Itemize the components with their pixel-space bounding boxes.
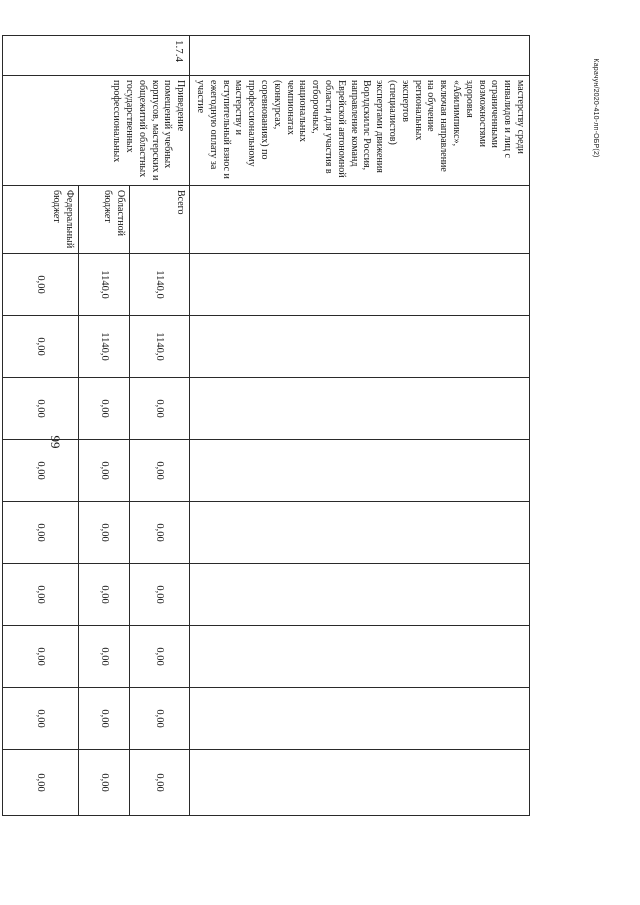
value-cell: 0,00 (3, 316, 79, 378)
value-cell: 0,00 (130, 378, 190, 440)
value-cell: 0,00 (79, 688, 130, 750)
value-cell: 0,00 (79, 750, 130, 816)
value-cell: 0,00 (3, 688, 79, 750)
value-cell: 0,00 (130, 626, 190, 688)
value-cell: 0,00 (3, 564, 79, 626)
value-cell: 0,00 (3, 626, 79, 688)
value-cell: 0,00 (79, 564, 130, 626)
page-number: 99 (48, 435, 63, 449)
value-cell (190, 440, 530, 502)
value-cell: 1140,0 (130, 316, 190, 378)
value-cell: 0,00 (79, 378, 130, 440)
document-reference: Карачун/2020-410-лп-ОБР(2) (592, 58, 599, 158)
value-cell: 0,00 (130, 750, 190, 816)
value-cell: 0,00 (130, 688, 190, 750)
value-cell: 0,00 (3, 502, 79, 564)
funding-source (190, 186, 530, 254)
row-number (190, 36, 530, 76)
value-cell: 0,00 (3, 254, 79, 316)
value-cell: 0,00 (130, 564, 190, 626)
event-name: Приведение помещений учебных корпусов, мастерских и общежитий областных государственных профессиональных (3, 76, 190, 186)
value-cell: 1140,0 (130, 254, 190, 316)
value-cell: 0,00 (79, 502, 130, 564)
funding-source: Федеральный бюджет (3, 186, 79, 254)
value-cell: 0,00 (3, 750, 79, 816)
value-cell: 1140,0 (79, 254, 130, 316)
value-cell (190, 750, 530, 816)
value-cell: 0,00 (3, 440, 79, 502)
value-cell (190, 316, 530, 378)
value-cell (190, 254, 530, 316)
value-cell (190, 688, 530, 750)
value-cell: 0,00 (130, 502, 190, 564)
value-cell (190, 626, 530, 688)
value-cell: 0,00 (130, 440, 190, 502)
value-cell: 0,00 (79, 440, 130, 502)
funding-source: Всего (130, 186, 190, 254)
table-row (190, 36, 530, 816)
value-cell (190, 564, 530, 626)
value-cell: 0,00 (79, 626, 130, 688)
value-cell: 0,00 (3, 378, 79, 440)
event-name: мастерству среди инвалидов и лиц с ограниченными возможностями здоровья «Абилимпикс», включая направление на обучение региональных экспертов (специалистов) экспертами движения Ворлдскиллс Россия, направление команд Еврейской автономной области для участия в отборочных, национальных чемпионатах (конкурсах, соревнованиях) по профессиональному мастерству и вступительный взнос и ежегодную оплату за участие (190, 76, 530, 186)
value-cell (190, 502, 530, 564)
row-number: 1.7.4 (3, 36, 190, 76)
budget-table (2, 35, 530, 816)
funding-source: Областной бюджет (79, 186, 130, 254)
value-cell: 1140,0 (79, 316, 130, 378)
value-cell (190, 378, 530, 440)
table-row (130, 36, 190, 816)
